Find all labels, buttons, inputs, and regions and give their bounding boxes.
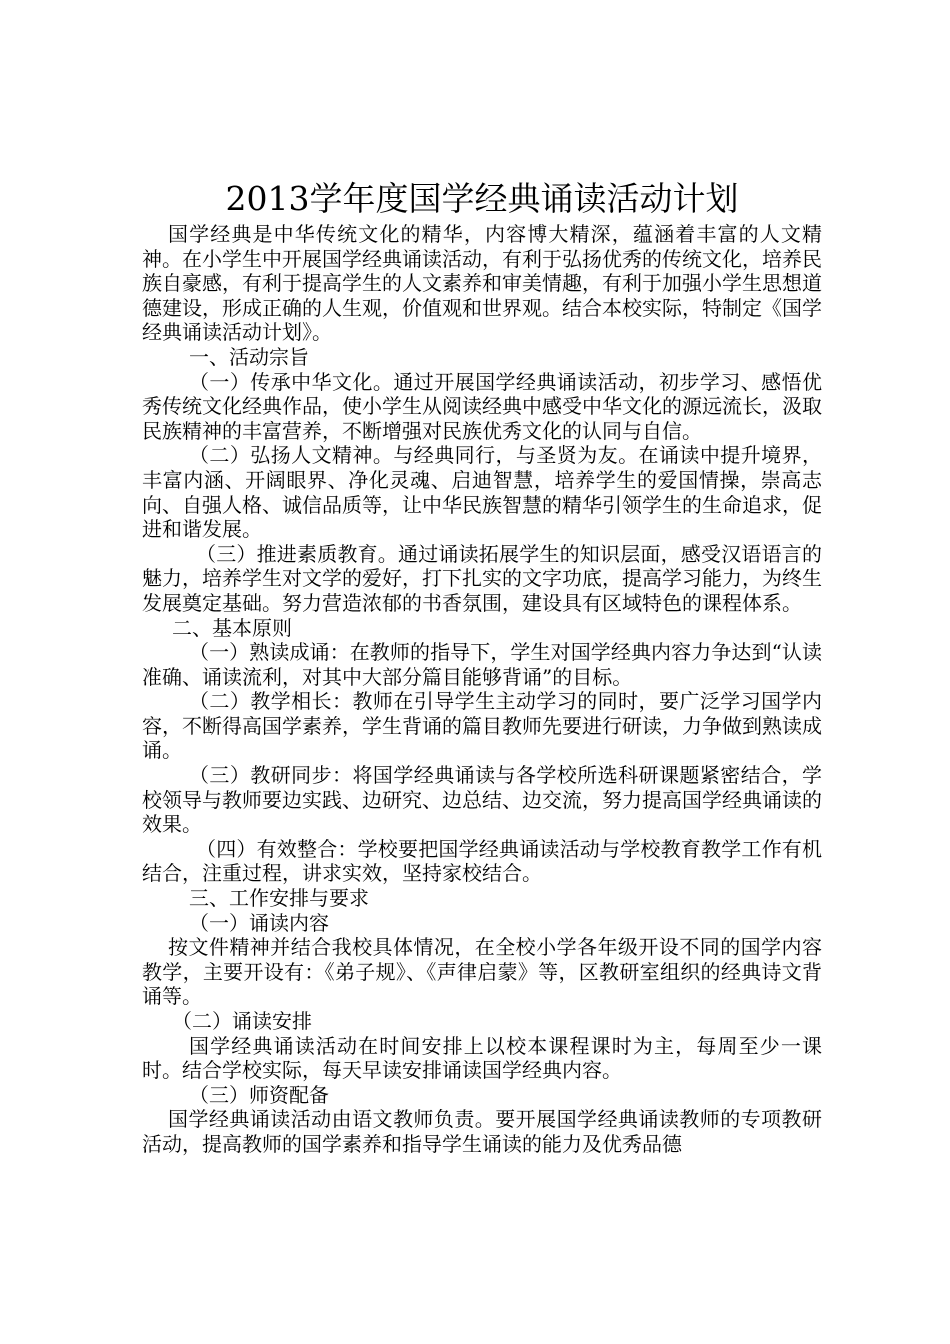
- document-page: [142, 176, 822, 1157]
- paragraph: （四）有效整合：学校要把国学经典诵读活动与学校教育教学工作有机结合，注重过程，讲求实效，坚持家校结合。: [142, 836, 822, 886]
- paragraph: 二、基本原则: [172, 615, 292, 640]
- document-title: 2013学年度国学经典诵读活动计划: [225, 179, 739, 218]
- document-body: [142, 222, 822, 1157]
- paragraph: （二）教学相长：教师在引导学生主动学习的同时，要广泛学习国学内容，不断得高国学素养，学生背诵的篇目教师先要进行研读，力争做到熟读成诵。: [142, 689, 822, 763]
- paragraph: （一）诵读内容: [189, 910, 329, 935]
- paragraph: （三）推进素质教育。通过诵读拓展学生的知识层面，感受汉语语言的魅力，培养学生对文学的爱好，打下扎实的文字功底，提高学习能力，为终生发展奠定基础。努力营造浓郁的书香氛围，建设具有区域特色的课程体系。: [142, 541, 822, 615]
- paragraph: （二）诵读安排: [172, 1009, 312, 1033]
- paragraph: 三、工作安排与要求: [189, 886, 369, 911]
- paragraph: （一）传承中华文化。通过开展国学经典诵读活动，初步学习、感悟优秀传统文化经典作品，使小学生从阅读经典中感受中华文化的源远流长，汲取民族精神的丰富营养，不断增强对民族优秀文化的认同与自信。: [142, 369, 822, 443]
- paragraph: 国学经典是中华传统文化的精华，内容博大精深，蕴涵着丰富的人文精神。在小学生中开展国学经典诵读活动，有利于弘扬优秀的传统文化，培养民族自豪感，有利于提高学生的人文素养和审美情趣，有利于加强小学生思想道德建设，形成正确的人生观，价值观和世界观。结合本校实际，特制定《国学经典诵读活动计划》。: [142, 222, 822, 345]
- paragraph: 国学经典诵读活动由语文教师负责。要开展国学经典诵读教师的专项教研活动，提高教师的国学素养和指导学生诵读的能力及优秀品德: [142, 1107, 822, 1156]
- paragraph: （三）师资配备: [189, 1082, 329, 1107]
- paragraph: （三）教研同步：将国学经典诵读与各学校所选科研课题紧密结合，学校领导与教师要边实践、边研究、边总结、边交流，努力提高国学经典诵读的效果。: [142, 763, 822, 837]
- paragraph: （一）熟读成诵：在教师的指导下，学生对国学经典内容力争达到“认读准确、诵读流利，对其中大部分篇目能够背诵”的目标。: [142, 640, 822, 689]
- paragraph: 国学经典诵读活动在时间安排上以校本课程课时为主，每周至少一课时。结合学校实际，每天早读安排诵读国学经典内容。: [142, 1033, 822, 1083]
- paragraph: 按文件精神并结合我校具体情况，在全校小学各年级开设不同的国学内容教学，主要开设有：《弟子规》、《声律启蒙》等，区教研室组织的经典诗文背诵等。: [142, 935, 822, 1009]
- paragraph: 一、活动宗旨: [189, 344, 309, 369]
- paragraph: （二）弘扬人文精神。与经典同行，与圣贤为友。在诵读中提升境界，丰富内涵、开阔眼界、净化灵魂、启迪智慧，培养学生的爱国情操，崇高志向、自强人格、诚信品质等，让中华民族智慧的精华引领学生的生命追求，促进和谐发展。: [142, 443, 822, 542]
